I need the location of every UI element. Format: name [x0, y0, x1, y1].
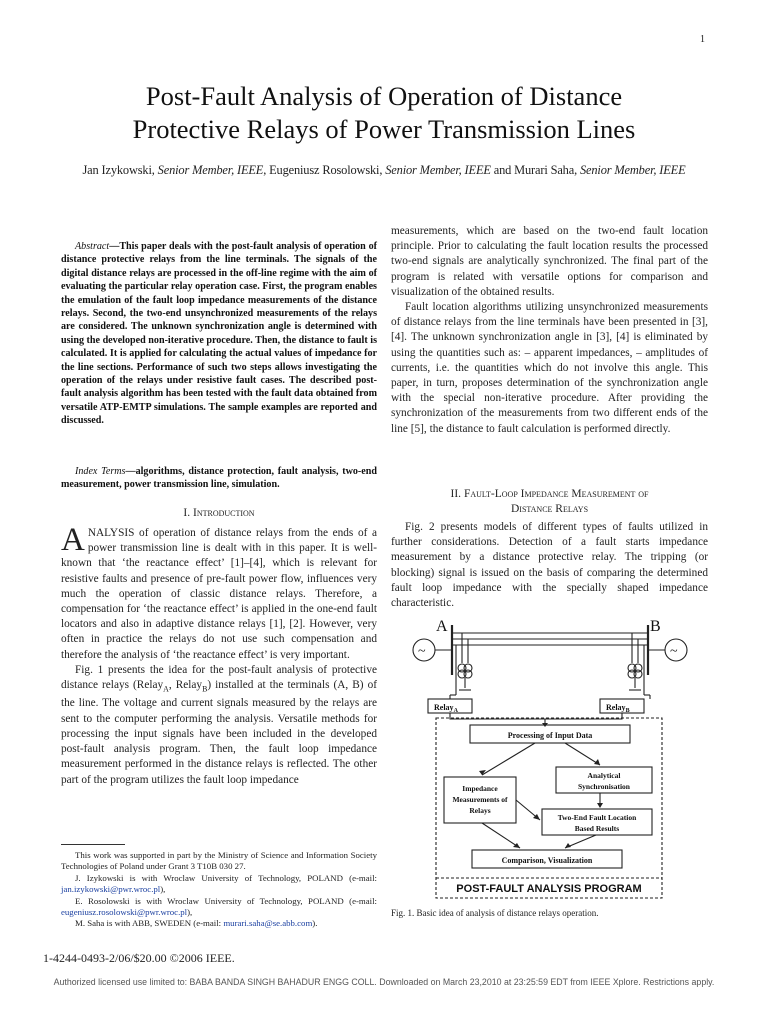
intro-first-word: NALYSIS [87, 527, 135, 539]
author-3-role: Senior Member, IEEE [579, 163, 686, 177]
right-column-intro [391, 224, 708, 437]
relay-a-sub: A [163, 684, 169, 694]
index-terms-text: —algorithms, distance protection, fault analysis, two-end measurement, power transmission line, simulation. [61, 466, 377, 491]
author-3: and Murari Saha, [490, 163, 580, 177]
program-label: POST-FAULT ANALYSIS PROGRAM [456, 883, 642, 895]
license-notice: Authorized licensed use limited to: BABA BANDA SINGH BAHADUR ENGG COLL. Downloaded on March 23,2010 at 23:25:59 EDT from IEEE Xplore. Restrictions apply. [53, 977, 715, 987]
section-2-title-2: Distance Relays [510, 503, 589, 515]
author-list [40, 163, 728, 178]
email-link-1[interactable]: jan.izykowski@pwr.wroc.pl [61, 884, 161, 895]
isbn-copyright: 1-4244-0493-2/06/$20.00 ©2006 IEEE. [43, 951, 235, 965]
footnote-rule [61, 844, 125, 845]
section-1-heading [61, 506, 377, 521]
footnote-author-3: M. Saha is with ABB, SWEDEN (e-mail: murari.saha@se.abb.com). [75, 918, 318, 929]
email-link-3[interactable]: murari.saha@se.abb.com [223, 918, 313, 929]
paper-title [60, 80, 708, 146]
figure-1-caption: Fig. 1. Basic idea of analysis of distance relays operation. [391, 908, 599, 918]
section-1-body [61, 522, 377, 788]
author-2: , Eugeniusz Rosolowski, [263, 163, 386, 177]
relay-a-label: Relay$_A$ [434, 703, 458, 714]
intro-paragraph-1: of operation of distance relays from the ends of a power transmission line is dealt with in this paper. It is well-known that ‘the reactance effect’ [1]–[4], which is relevant for resistive faults and presence of pre-fault power flow, influences very much the operation of classic distance relays. Therefore, a compensation for ‘the reactance effect’ is applied in the one-end fault locators and also in adaptive distance relays [1], [2]. However, very often in practice the relays do not use such compensation and therefore the analysis of ‘the reactance effect’ is very important. [61, 527, 377, 661]
processing-label: Processing of Input Data [507, 731, 593, 740]
comparison-label: Comparison, Visualization [501, 856, 593, 865]
relay-b-label: Relay$_B$ [606, 703, 630, 714]
right-paragraph-2: Fault location algorithms utilizing unsynchronized measurements of distance relays from the line terminals have been presented in [3], [4]. The unknown synchronization angle in [3], [4] is eliminated by using the quantities such as: – apparent impedances, – amplitudes of currents, i.e. the quantities which do not involve this angle. This paper, in turn, proposes determination of the synchronization angle with the special non-iterative procedure. After providing the synchronization of the measurements from two different ends of the line [5], the distance to fault calculation is performed directly. [391, 301, 708, 435]
relay-b-sub: B [202, 684, 208, 694]
source-left-glyph: ~ [418, 644, 426, 659]
impedance-label-1: Impedance [462, 784, 498, 793]
index-terms [61, 465, 377, 492]
section-1-title: Introduction [192, 507, 255, 519]
index-terms-label: Index Terms [75, 466, 126, 477]
sync-label-1: Analytical [587, 771, 621, 780]
email-link-2[interactable]: eugeniusz.rosolowski@pwr.wroc.pl [61, 907, 188, 918]
abstract-label: Abstract [75, 241, 110, 252]
figure-1-diagram [400, 615, 700, 900]
abstract-text: —This paper deals with the post-fault analysis of operation of distance protective relays from the line terminals. The signals of the digital distance relays are processed in the off-line regime with the aim of evaluating the particular relay operation case. First, the program enables the emulation of the fault loop impedance measurements of the distance relays. Second, the two-end unsynchronized measurements of the relays are considered. The unknown synchronization angle is determined with using the developed non-iterative procedure. Then, the distance to fault is calculated. It is applied for calculating the actual values of impedance for the line sections. Performance of such two steps allows investigating the operation of the relays under resistive fault cases. The described post-fault analysis algorithm has been tested with the fault data obtained from versatile ATP-EMTP simulations. The sample examples are reported and discussed. [61, 241, 377, 427]
impedance-label-3: Relays [469, 806, 491, 815]
abstract [61, 240, 377, 428]
location-label-1: Two-End Fault Location [557, 813, 637, 822]
location-label-2: Based Results [574, 824, 620, 833]
intro-paragraph-2c: ) installed at the terminals (A, B) of the line. The voltage and current signals measured by the relays are sent to the computer performing the analysis. Versatile methods for processing the input signals have been included in the developed post-fault analysis program. Then, the fault loop impedance measurement performed in the distance relays is reflected. The other part of the program utilizes the fault loop impedance [61, 679, 377, 786]
section-2-title-1: Fault-Loop Impedance Measurement of [463, 488, 649, 500]
right-paragraph-1: measurements, which are based on the two-end fault location principle. Prior to calculating the fault location results the processed two-end signals are analytically synchronized. The final part of the program is related with versatile options for comparison and visualization of the obtained results. [391, 225, 708, 298]
footnotes [61, 850, 377, 930]
author-1: Jan Izykowski, [82, 163, 158, 177]
footnote-author-1: J. Izykowski is with Wroclaw University of Technology, POLAND (e-mail: jan.izykowski@pwr.wroc.pl), [61, 872, 377, 895]
sync-label-2: Synchronisation [578, 782, 630, 791]
section-2-paragraph: Fig. 2 presents models of different types of faults utilized in further considerations. Detection of a fault starts impedance measurement by a distance protective relay. The tripping (or blocking) signal is issued on the basis of comparing the determined fault loop impedance with the specially shaped impedance characteristic. [391, 521, 708, 610]
section-2-body [391, 520, 708, 611]
author-2-role: Senior Member, IEEE [385, 163, 491, 177]
title-line-2: Protective Relays of Power Transmission Lines [132, 114, 636, 144]
footnote-funding: This work was supported in part by the Ministry of Science and Information Society Technologies of Poland under Grant 3 T10B 030 27. [61, 850, 377, 872]
page-number: 1 [700, 34, 705, 45]
author-1-role: Senior Member, IEEE [157, 163, 264, 177]
title-line-1: Post-Fault Analysis of Operation of Distance [145, 81, 623, 111]
intro-paragraph-2b: , Relay [168, 679, 203, 692]
section-1-number: I. [183, 507, 193, 519]
bus-a-label: A [436, 618, 448, 635]
section-2-heading [391, 487, 708, 517]
impedance-label-2: Measurements of [452, 795, 508, 804]
section-2-number: II. [450, 488, 464, 500]
footnote-author-2: E. Rosolowski is with Wroclaw University of Technology, POLAND (e-mail: eugeniusz.rosolowski@pwr.wroc.pl), [61, 895, 377, 918]
bus-b-label: B [650, 618, 661, 635]
drop-cap: A [61, 522, 85, 558]
intro-paragraph-2a: Fig. 1 presents the idea for the post-fault analysis of protective distance relays (Relay [61, 663, 377, 692]
source-right-glyph: ~ [670, 644, 678, 659]
